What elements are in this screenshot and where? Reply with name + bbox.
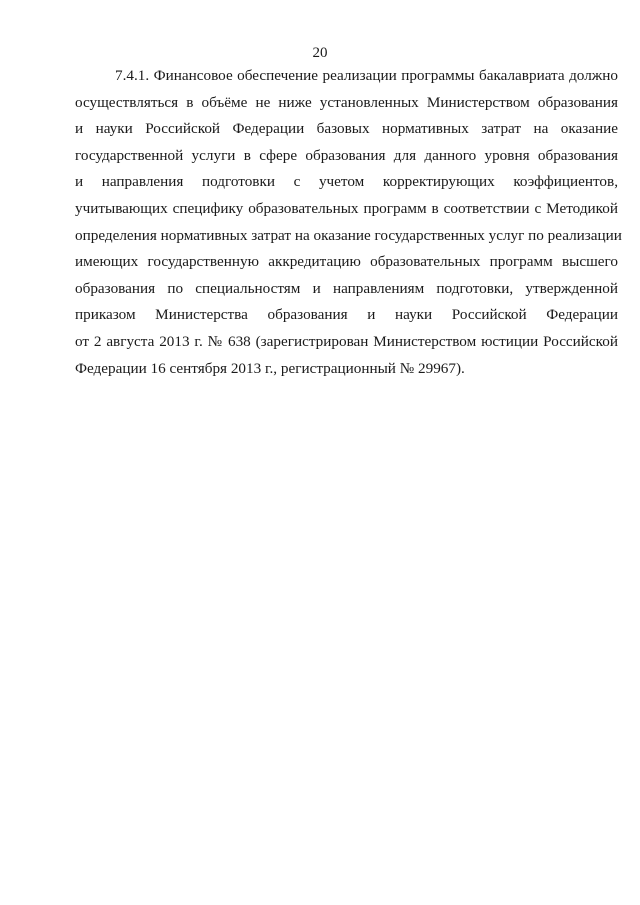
paragraph-line: 7.4.1. Финансовое обеспечение реализации программы бакалавриата должно	[115, 67, 618, 84]
paragraph-line: и науки Российской Федерации базовых нормативных затрат на оказание	[75, 120, 618, 138]
paragraph-line: определения нормативных затрат на оказание государственных услуг по реализации	[75, 226, 622, 244]
paragraph-line: от 2 августа 2013 г. № 638 (зарегистрирован Министерством юстиции Российской	[75, 332, 618, 350]
paragraph-7-4-1	[75, 63, 622, 382]
paragraph-line: имеющих государственную аккредитацию образовательных программ высшего	[75, 253, 618, 271]
paragraph-line: государственной услуги в сфере образования для данного уровня образования	[75, 146, 618, 164]
paragraph-line: и направления подготовки с учетом корректирующих коэффициентов,	[75, 173, 618, 191]
page-number: 20	[312, 45, 328, 61]
paragraph-line: образования по специальностям и направлениям подготовки, утвержденной	[75, 279, 618, 297]
paragraph-line: учитывающих специфику образовательных программ в соответствии с Методикой	[75, 199, 618, 217]
paragraph-line: приказом Министерства образования и науки Российской Федерации	[75, 306, 618, 324]
paragraph-line: осуществляться в объёме не ниже установленных Министерством образования	[75, 93, 618, 111]
paragraph-line: Федерации 16 сентября 2013 г., регистрационный № 29967).	[75, 359, 465, 377]
